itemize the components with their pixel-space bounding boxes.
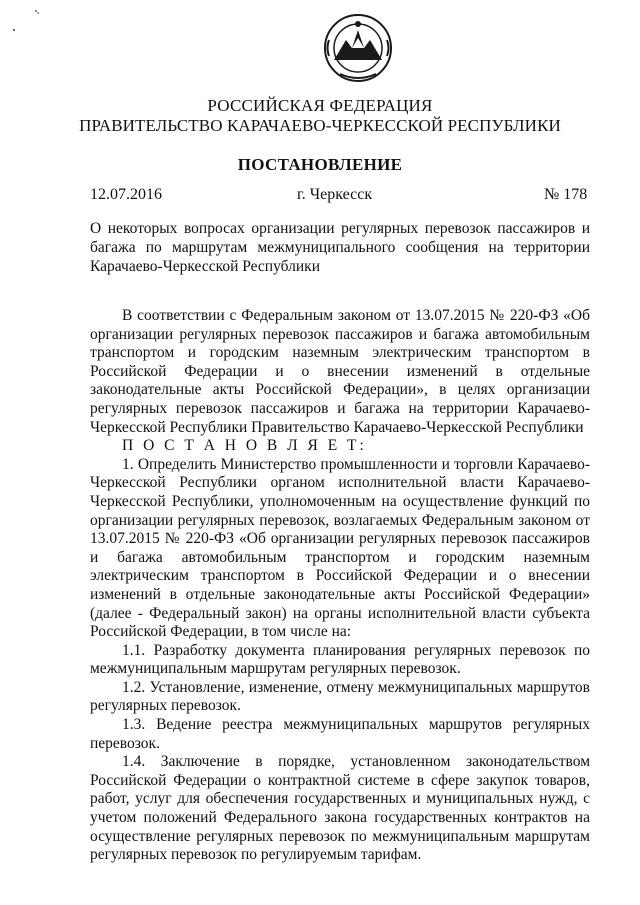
preamble-paragraph: В соответствии с Федеральным законом от 13.07.2015 № 220-ФЗ «Об организации регулярных перевозок пассажиров и багажа автомобильным транспортом и городским наземным электрическим транспортом в Российской Федерации и о внесении изменений в отдельные законодательные акты Российской Федерации», в целях организации регулярных перевозок пассажиров и багажа на территории Карачаево-Черкесской Республики Правительство Карачаево-Черкесской Республики: [90, 307, 590, 436]
coat-of-arms-icon: [320, 10, 396, 86]
item-paragraph: 1.3. Ведение реестра межмуниципальных маршрутов регулярных перевозок.: [90, 716, 590, 752]
government-title: ПРАВИТЕЛЬСТВО КАРАЧАЕВО-ЧЕРКЕССКОЙ РЕСПУБЛИКИ: [79, 116, 561, 135]
document-type-title: ПОСТАНОВЛЕНИЕ: [237, 155, 403, 174]
document-subject: О некоторых вопросах организации регулярных перевозок пассажиров и багажа по маршрутам межмуниципального сообщения на территории Карачаево-Черкесской Республики: [90, 220, 590, 275]
item-paragraph: 1.1. Разработку документа планирования регулярных перевозок по межмуниципальным маршрутам регулярных перевозок.: [90, 641, 590, 678]
federation-title: РОССИЙСКАЯ ФЕДЕРАЦИЯ: [207, 96, 433, 115]
document-date: 12.07.2016: [90, 186, 162, 203]
document-number: № 178: [544, 186, 588, 203]
document-body: [90, 307, 590, 865]
scan-speck-icon: [10, 8, 40, 38]
item-paragraph: 1.4. Заключение в порядке, установленном законодательством Российской Федерации о контрактной системе в сфере закупок товаров, работ, услуг для обеспечения государственных и муниципальных нужд, с учетом положений Федерального закона государственных контрактов на осуществление регулярных перевозок по межмуниципальным маршрутам регулярных перевозок по регулируемым тарифам.: [90, 753, 590, 864]
item-paragraph: 1.2. Установление, изменение, отмену межмуниципальных маршрутов регулярных перевозок.: [90, 678, 590, 715]
resolve-heading: П О С Т А Н О В Л Я Е Т:: [122, 437, 367, 455]
item-paragraph: 1. Определить Министерство промышленности и торговли Карачаево-Черкесской Республики органом исполнительной власти Карачаево-Черкесской Республики, уполномоченным на осуществление функций по организации регулярных перевозок, возлагаемых Федеральным законом от 13.07.2015 № 220-ФЗ «Об организации регулярных перевозок пассажиров и багажа автомобильным транспортом и городским наземным электрическим транспортом в Российской Федерации и о внесении изменений в отдельные законодательные акты Российской Федерации» (далее - Федеральный закон) на органы исполнительной власти субъекта Российской Федерации, в том числе на:: [90, 455, 590, 641]
document-city: г. Черкесск: [297, 186, 373, 203]
